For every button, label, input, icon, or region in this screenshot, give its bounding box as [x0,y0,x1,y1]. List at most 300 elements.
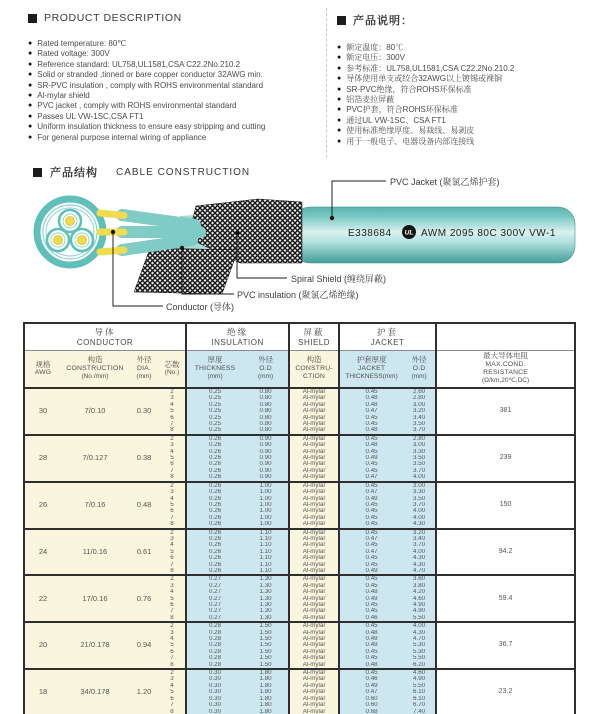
list-item [28,60,322,70]
product-description-title-text: PRODUCT DESCRIPTION [44,12,182,24]
bullet-icon: ● [28,60,33,68]
product-description-list [28,39,322,143]
ins-thickness-cell: 0.28 [186,630,243,636]
jacket-thickness-cell: 0.45 [339,649,403,655]
dia-cell: 0.38 [129,435,159,482]
ins-od-cell: 1.50 [243,655,289,661]
ins-od-cell: 1.80 [243,709,289,714]
jacket-thickness-cell: 0.45 [339,602,403,608]
list-item-text: SR-PVC绝缘，符合ROHS环保标准 [346,84,472,94]
table-row [24,529,575,536]
bullet-icon: ● [28,92,33,100]
ins-od-cell: 0.80 [243,427,289,434]
shield-cell: Al-mylar [289,583,339,589]
jacket-od-cell: 6.70 [403,702,436,708]
ins-thickness-cell: 0.28 [186,655,243,661]
list-item-text: Reference standard: UL758,UL1581,CSA C22.2No.210.2 [37,59,241,69]
jacket-thickness-cell: 0.47 [339,474,403,481]
dia-cell: 1.20 [129,669,159,714]
shield-cell: Al-mylar [289,575,339,582]
jacket-od-cell: 3.70 [403,427,436,434]
jacket-thickness-cell: 0.45 [339,622,403,629]
jacket-od-cell: 4.00 [403,474,436,481]
ins-od-cell: 1.80 [243,696,289,702]
list-item [28,112,322,122]
cable-cross-section-icon [37,199,103,265]
ins-thickness-cell: 0.30 [186,709,243,714]
awg-cell: 20 [24,622,61,669]
jacket-thickness-cell: 0.45 [339,655,403,661]
jacket-thickness-cell: 0.48 [339,395,403,401]
ins-od-cell: 1.50 [243,636,289,642]
ins-od-cell: 0.90 [243,468,289,474]
ins-od-cell: 0.90 [243,455,289,461]
ins-od-cell: 1.00 [243,515,289,521]
ins-od-cell: 1.10 [243,562,289,568]
ins-thickness-cell: 0.25 [186,421,243,427]
bullet-icon: ● [28,123,33,131]
list-item [337,43,597,53]
list-item [337,116,597,126]
bullet-icon: ● [337,54,342,62]
shield-cell: Al-mylar [289,615,339,622]
shield-cell: Al-mylar [289,683,339,689]
shield-cell: Al-mylar [289,676,339,682]
ins-thickness-cell: 0.26 [186,542,243,548]
shield-cell: Al-mylar [289,489,339,495]
jacket-od-cell: 3.50 [403,421,436,427]
bullet-icon: ● [337,85,342,93]
cores-cell: 7 [159,468,186,474]
dia-cell: 0.61 [129,529,159,576]
jacket-thickness-cell: 0.47 [339,489,403,495]
jacket-od-cell: 4.60 [403,669,436,676]
cores-cell: 3 [159,489,186,495]
table-row [24,669,575,676]
jacket-od-cell: 3.30 [403,449,436,455]
product-description-cn-title-text: 产品说明： [353,15,413,27]
jacket-thickness-cell: 0.48 [339,427,403,434]
cores-cell: 5 [159,689,186,695]
jacket-thickness-cell: 0.47 [339,549,403,555]
list-item [28,133,322,143]
ins-thickness-cell: 0.30 [186,676,243,682]
list-item-text: 参考标准：UL758,UL1581,CSA C22.2No.210.2 [346,63,515,73]
ins-od-cell: 0.90 [243,461,289,467]
spec-table [23,322,576,714]
shield-cell: Al-mylar [289,649,339,655]
ins-thickness-cell: 0.26 [186,568,243,575]
jacket-thickness-cell: 0.45 [339,508,403,514]
spec-table-body [24,388,575,714]
shield-cell: Al-mylar [289,482,339,489]
jacket-thickness-cell: 0.48 [339,442,403,448]
jacket-thickness-cell: 0.47 [339,689,403,695]
shield-cell: Al-mylar [289,642,339,648]
list-item [28,39,322,49]
jacket-thickness-cell: 0.45 [339,449,403,455]
awg-cell: 26 [24,482,61,529]
cores-cell: 2 [159,575,186,582]
jacket-thickness-cell: 0.49 [339,455,403,461]
jacket-print [348,225,556,239]
table-row [24,435,575,442]
jacket-od-cell: 4.00 [403,508,436,514]
jacket-thickness-cell: 0.45 [339,461,403,467]
bullet-icon: ● [337,116,342,124]
jacket-od-cell: 6.10 [403,689,436,695]
jacket-thickness-cell: 0.49 [339,596,403,602]
cores-cell: 6 [159,602,186,608]
jacket-od-cell: 3.00 [403,442,436,448]
ins-thickness-cell: 0.30 [186,689,243,695]
ins-od-cell: 1.00 [243,502,289,508]
dia-cell: 0.48 [129,482,159,529]
jacket-od-cell: 4.70 [403,636,436,642]
cores-cell: 8 [159,662,186,669]
label-conductor: Conductor (导体) [166,302,235,312]
bullet-icon: ● [337,106,342,114]
jacket-thickness-cell: 0.60 [339,702,403,708]
cores-cell: 6 [159,461,186,467]
resistance-cell: 381 [436,388,575,435]
ins-thickness-cell: 0.26 [186,435,243,442]
bullet-icon: ● [28,102,33,110]
bullet-icon: ● [28,81,33,89]
group-shield: 屏蔽 SHIELD [289,323,339,351]
cores-cell: 4 [159,496,186,502]
list-item-text: PVC护套，符合ROHS环保标准 [346,105,458,115]
awg-cell: 30 [24,388,61,435]
shield-cell: Al-mylar [289,395,339,401]
ins-od-cell: 1.00 [243,496,289,502]
jacket-od-cell: 3.70 [403,468,436,474]
ins-od-cell: 0.80 [243,402,289,408]
awg-cell: 18 [24,669,61,714]
table-row [24,388,575,395]
cores-cell: 4 [159,449,186,455]
shield-cell: Al-mylar [289,521,339,528]
jacket-od-cell: 4.00 [403,622,436,629]
cores-cell: 4 [159,683,186,689]
ins-thickness-cell: 0.26 [186,489,243,495]
ins-od-cell: 0.80 [243,395,289,401]
list-item [28,91,322,101]
ins-od-cell: 0.90 [243,442,289,448]
shield-cell: Al-mylar [289,589,339,595]
shield-cell: Al-mylar [289,662,339,669]
shield-cell: Al-mylar [289,427,339,434]
shield-cell: Al-mylar [289,455,339,461]
cores-cell: 6 [159,649,186,655]
shield-cell: Al-mylar [289,442,339,448]
bullet-icon: ● [28,40,33,47]
jacket-od-cell: 3.20 [403,529,436,536]
column-header-row [24,351,575,389]
product-description-panel [28,12,322,143]
jacket-thickness-cell: 0.45 [339,482,403,489]
jacket-thickness-cell: 0.46 [339,676,403,682]
cores-cell: 8 [159,615,186,622]
ins-od-cell: 1.00 [243,489,289,495]
square-bullet-icon [337,16,346,25]
jacket-od-cell: 2.60 [403,388,436,395]
ins-od-cell: 1.80 [243,683,289,689]
jacket-thickness-cell: 0.49 [339,642,403,648]
bullet-icon: ● [337,137,342,145]
bullet-icon: ● [337,44,342,51]
ins-od-cell: 1.50 [243,649,289,655]
ins-od-cell: 1.30 [243,589,289,595]
list-item-text: 导体使用单支或绞合32AWG以上镀锡或裸铜 [346,74,502,84]
dia-cell: 0.76 [129,575,159,622]
ins-thickness-cell: 0.26 [186,529,243,536]
jacket-od-cell: 4.30 [403,555,436,561]
label-pvc-jacket: PVC Jacket (聚氯乙烯护套) [390,177,500,187]
shield-cell: Al-mylar [289,402,339,408]
jacket-od-cell: 7.40 [403,709,436,714]
ins-od-cell: 1.80 [243,676,289,682]
cores-cell: 5 [159,408,186,414]
ins-thickness-cell: 0.26 [186,549,243,555]
ins-thickness-cell: 0.26 [186,515,243,521]
col-resistance: 最大导体电阻 MAX.COND. RESISTANCE (Ω/km,20℃,DC) [436,351,575,389]
shield-cell: Al-mylar [289,542,339,548]
jacket-thickness-cell: 0.49 [339,496,403,502]
shield-cell: Al-mylar [289,568,339,575]
cores-cell: 2 [159,388,186,395]
table-row [24,622,575,629]
jacket-od-cell: 5.30 [403,649,436,655]
shield-cell: Al-mylar [289,669,339,676]
jacket-thickness-cell: 0.60 [339,696,403,702]
ins-thickness-cell: 0.27 [186,615,243,622]
list-item-text: Uniform insulation thickness to ensure easy stripping and cutting [37,122,266,132]
ins-od-cell: 1.50 [243,630,289,636]
resistance-cell: 239 [436,435,575,482]
jacket-thickness-cell: 0.45 [339,529,403,536]
jacket-thickness-cell: 0.47 [339,408,403,414]
jacket-thickness-cell: 0.45 [339,421,403,427]
ins-thickness-cell: 0.26 [186,468,243,474]
col-ins-thickness: 厚度 THICKNESS (mm) [186,351,243,389]
shield-cell: Al-mylar [289,655,339,661]
product-description-cn-title [337,12,597,28]
cores-cell: 3 [159,395,186,401]
product-description-title [28,12,322,24]
jacket-thickness-cell: 0.48 [339,662,403,669]
construction-title-cn: 产品结构 [50,167,98,179]
ins-od-cell: 1.10 [243,555,289,561]
construction-cell: 17/0.16 [61,575,129,622]
shield-cell: Al-mylar [289,696,339,702]
jacket-od-cell: 3.60 [403,575,436,582]
ins-od-cell: 1.80 [243,702,289,708]
ins-od-cell: 1.10 [243,568,289,575]
jacket-od-cell: 3.70 [403,502,436,508]
cores-cell: 6 [159,696,186,702]
cores-cell: 4 [159,636,186,642]
shield-cell: Al-mylar [289,468,339,474]
jacket-thickness-cell: 0.45 [339,542,403,548]
list-item-text: Passes UL VW-1SC,CSA FT1 [37,111,144,121]
ins-od-cell: 1.30 [243,575,289,582]
cores-cell: 5 [159,455,186,461]
jacket-od-cell: 4.70 [403,568,436,575]
ins-thickness-cell: 0.25 [186,402,243,408]
jacket-od-cell: 3.20 [403,408,436,414]
col-awg: 规格 AWG [24,351,61,389]
list-item [337,137,597,147]
ins-thickness-cell: 0.26 [186,502,243,508]
shield-cell: Al-mylar [289,608,339,614]
jacket-od-cell: 6.20 [403,662,436,669]
jacket-od-cell: 3.50 [403,461,436,467]
product-description-cn-panel [337,12,597,147]
list-item-text: 铝箔麦拉屏蔽 [346,95,395,105]
bullet-icon: ● [337,75,342,83]
jacket-thickness-cell: 0.49 [339,683,403,689]
jacket-thickness-cell: 0.47 [339,536,403,542]
jacket-od-cell: 2.80 [403,435,436,442]
list-item [337,74,597,84]
awg-cell: 22 [24,575,61,622]
ins-od-cell: 1.00 [243,508,289,514]
cores-cell: 2 [159,669,186,676]
ins-thickness-cell: 0.30 [186,669,243,676]
ins-thickness-cell: 0.25 [186,388,243,395]
shield-cell: Al-mylar [289,388,339,395]
ul-mark-text: UL [404,229,414,237]
jacket-od-cell: 5.30 [403,642,436,648]
cores-cell: 7 [159,655,186,661]
cores-cell: 8 [159,521,186,528]
cores-cell: 5 [159,596,186,602]
jacket-od-cell: 4.30 [403,521,436,528]
ins-od-cell: 1.10 [243,542,289,548]
jacket-thickness-cell: 0.45 [339,562,403,568]
ins-od-cell: 1.50 [243,642,289,648]
shield-cell: Al-mylar [289,515,339,521]
cores-cell: 3 [159,630,186,636]
jacket-thickness-cell: 0.45 [339,669,403,676]
ins-thickness-cell: 0.27 [186,608,243,614]
jacket-thickness-cell: 0.48 [339,630,403,636]
ins-od-cell: 1.10 [243,529,289,536]
ins-od-cell: 1.00 [243,482,289,489]
jacket-od-cell: 3.30 [403,489,436,495]
cores-cell: 7 [159,515,186,521]
shield-cell: Al-mylar [289,529,339,536]
column-divider [326,8,327,158]
jacket-thickness-cell: 0.45 [339,555,403,561]
list-item [28,122,322,132]
col-jacket-thickness: 护套厚度 JACKET THICKNESS(mm) [339,351,403,389]
shield-cell: Al-mylar [289,622,339,629]
jacket-thickness-cell: 0.48 [339,589,403,595]
bare-conductor [100,250,124,252]
jacket-thickness-cell: 0.45 [339,388,403,395]
resistance-cell: 59.4 [436,575,575,622]
shield-cell: Al-mylar [289,421,339,427]
ins-od-cell: 1.30 [243,596,289,602]
shield-cell: Al-mylar [289,449,339,455]
ins-thickness-cell: 0.27 [186,596,243,602]
bullet-icon: ● [28,71,33,79]
list-item [337,126,597,136]
jacket-od-cell: 4.90 [403,676,436,682]
list-item-text: Rated voltage: 300V [37,49,110,59]
cores-cell: 6 [159,555,186,561]
ins-thickness-cell: 0.30 [186,696,243,702]
jacket-print-left: E338684 [348,228,392,239]
jacket-od-cell: 5.50 [403,683,436,689]
ins-od-cell: 1.30 [243,602,289,608]
ins-thickness-cell: 0.27 [186,575,243,582]
ins-thickness-cell: 0.25 [186,427,243,434]
shield-cell: Al-mylar [289,536,339,542]
bullet-icon: ● [28,133,33,141]
shield-cell: Al-mylar [289,562,339,568]
cores-cell: 2 [159,529,186,536]
resistance-cell: 150 [436,482,575,529]
col-ins-od: 外径 O.D (mm) [243,351,289,389]
col-shield-construction: 构造 CONSTRU- CTION [289,351,339,389]
label-spiral-shield: Spiral Shield (缠绕屏蔽) [291,274,387,284]
jacket-od-cell: 3.70 [403,542,436,548]
ins-thickness-cell: 0.27 [186,583,243,589]
resistance-cell: 23.2 [436,669,575,714]
cores-cell: 3 [159,442,186,448]
col-cores: 芯数 (No.) [159,351,186,389]
cores-cell: 7 [159,421,186,427]
jacket-od-cell: 4.20 [403,589,436,595]
jacket-od-cell: 5.50 [403,655,436,661]
list-item-text: 通过UL VW-1SC、CSA FT1 [346,115,446,125]
ins-thickness-cell: 0.27 [186,589,243,595]
list-item [28,81,322,91]
jacket-thickness-cell: 0.45 [339,415,403,421]
spiral-shield-flap [134,248,238,294]
jacket-thickness-cell: 0.45 [339,583,403,589]
shield-cell: Al-mylar [289,709,339,714]
ins-od-cell: 1.00 [243,521,289,528]
jacket-od-cell: 4.90 [403,602,436,608]
jacket-od-cell: 4.00 [403,549,436,555]
ins-thickness-cell: 0.30 [186,702,243,708]
resistance-cell: 36.7 [436,622,575,669]
shield-cell: Al-mylar [289,502,339,508]
ins-thickness-cell: 0.26 [186,521,243,528]
jacket-od-cell: 3.50 [403,496,436,502]
jacket-od-cell: 3.50 [403,455,436,461]
shield-cell: Al-mylar [289,461,339,467]
jacket-thickness-cell: 0.46 [339,615,403,622]
jacket-od-cell: 6.10 [403,696,436,702]
ins-thickness-cell: 0.25 [186,395,243,401]
jacket-od-cell: 3.40 [403,415,436,421]
ins-thickness-cell: 0.26 [186,482,243,489]
ins-od-cell: 0.90 [243,435,289,442]
construction-cell: 21/0.178 [61,622,129,669]
ins-thickness-cell: 0.26 [186,442,243,448]
ins-od-cell: 1.50 [243,622,289,629]
list-item-text: Solid or stranded ,tinned or bare copper conductor 32AWG min. [37,70,263,80]
list-item [337,95,597,105]
cores-cell: 3 [159,676,186,682]
cores-cell: 3 [159,536,186,542]
shield-cell: Al-mylar [289,549,339,555]
